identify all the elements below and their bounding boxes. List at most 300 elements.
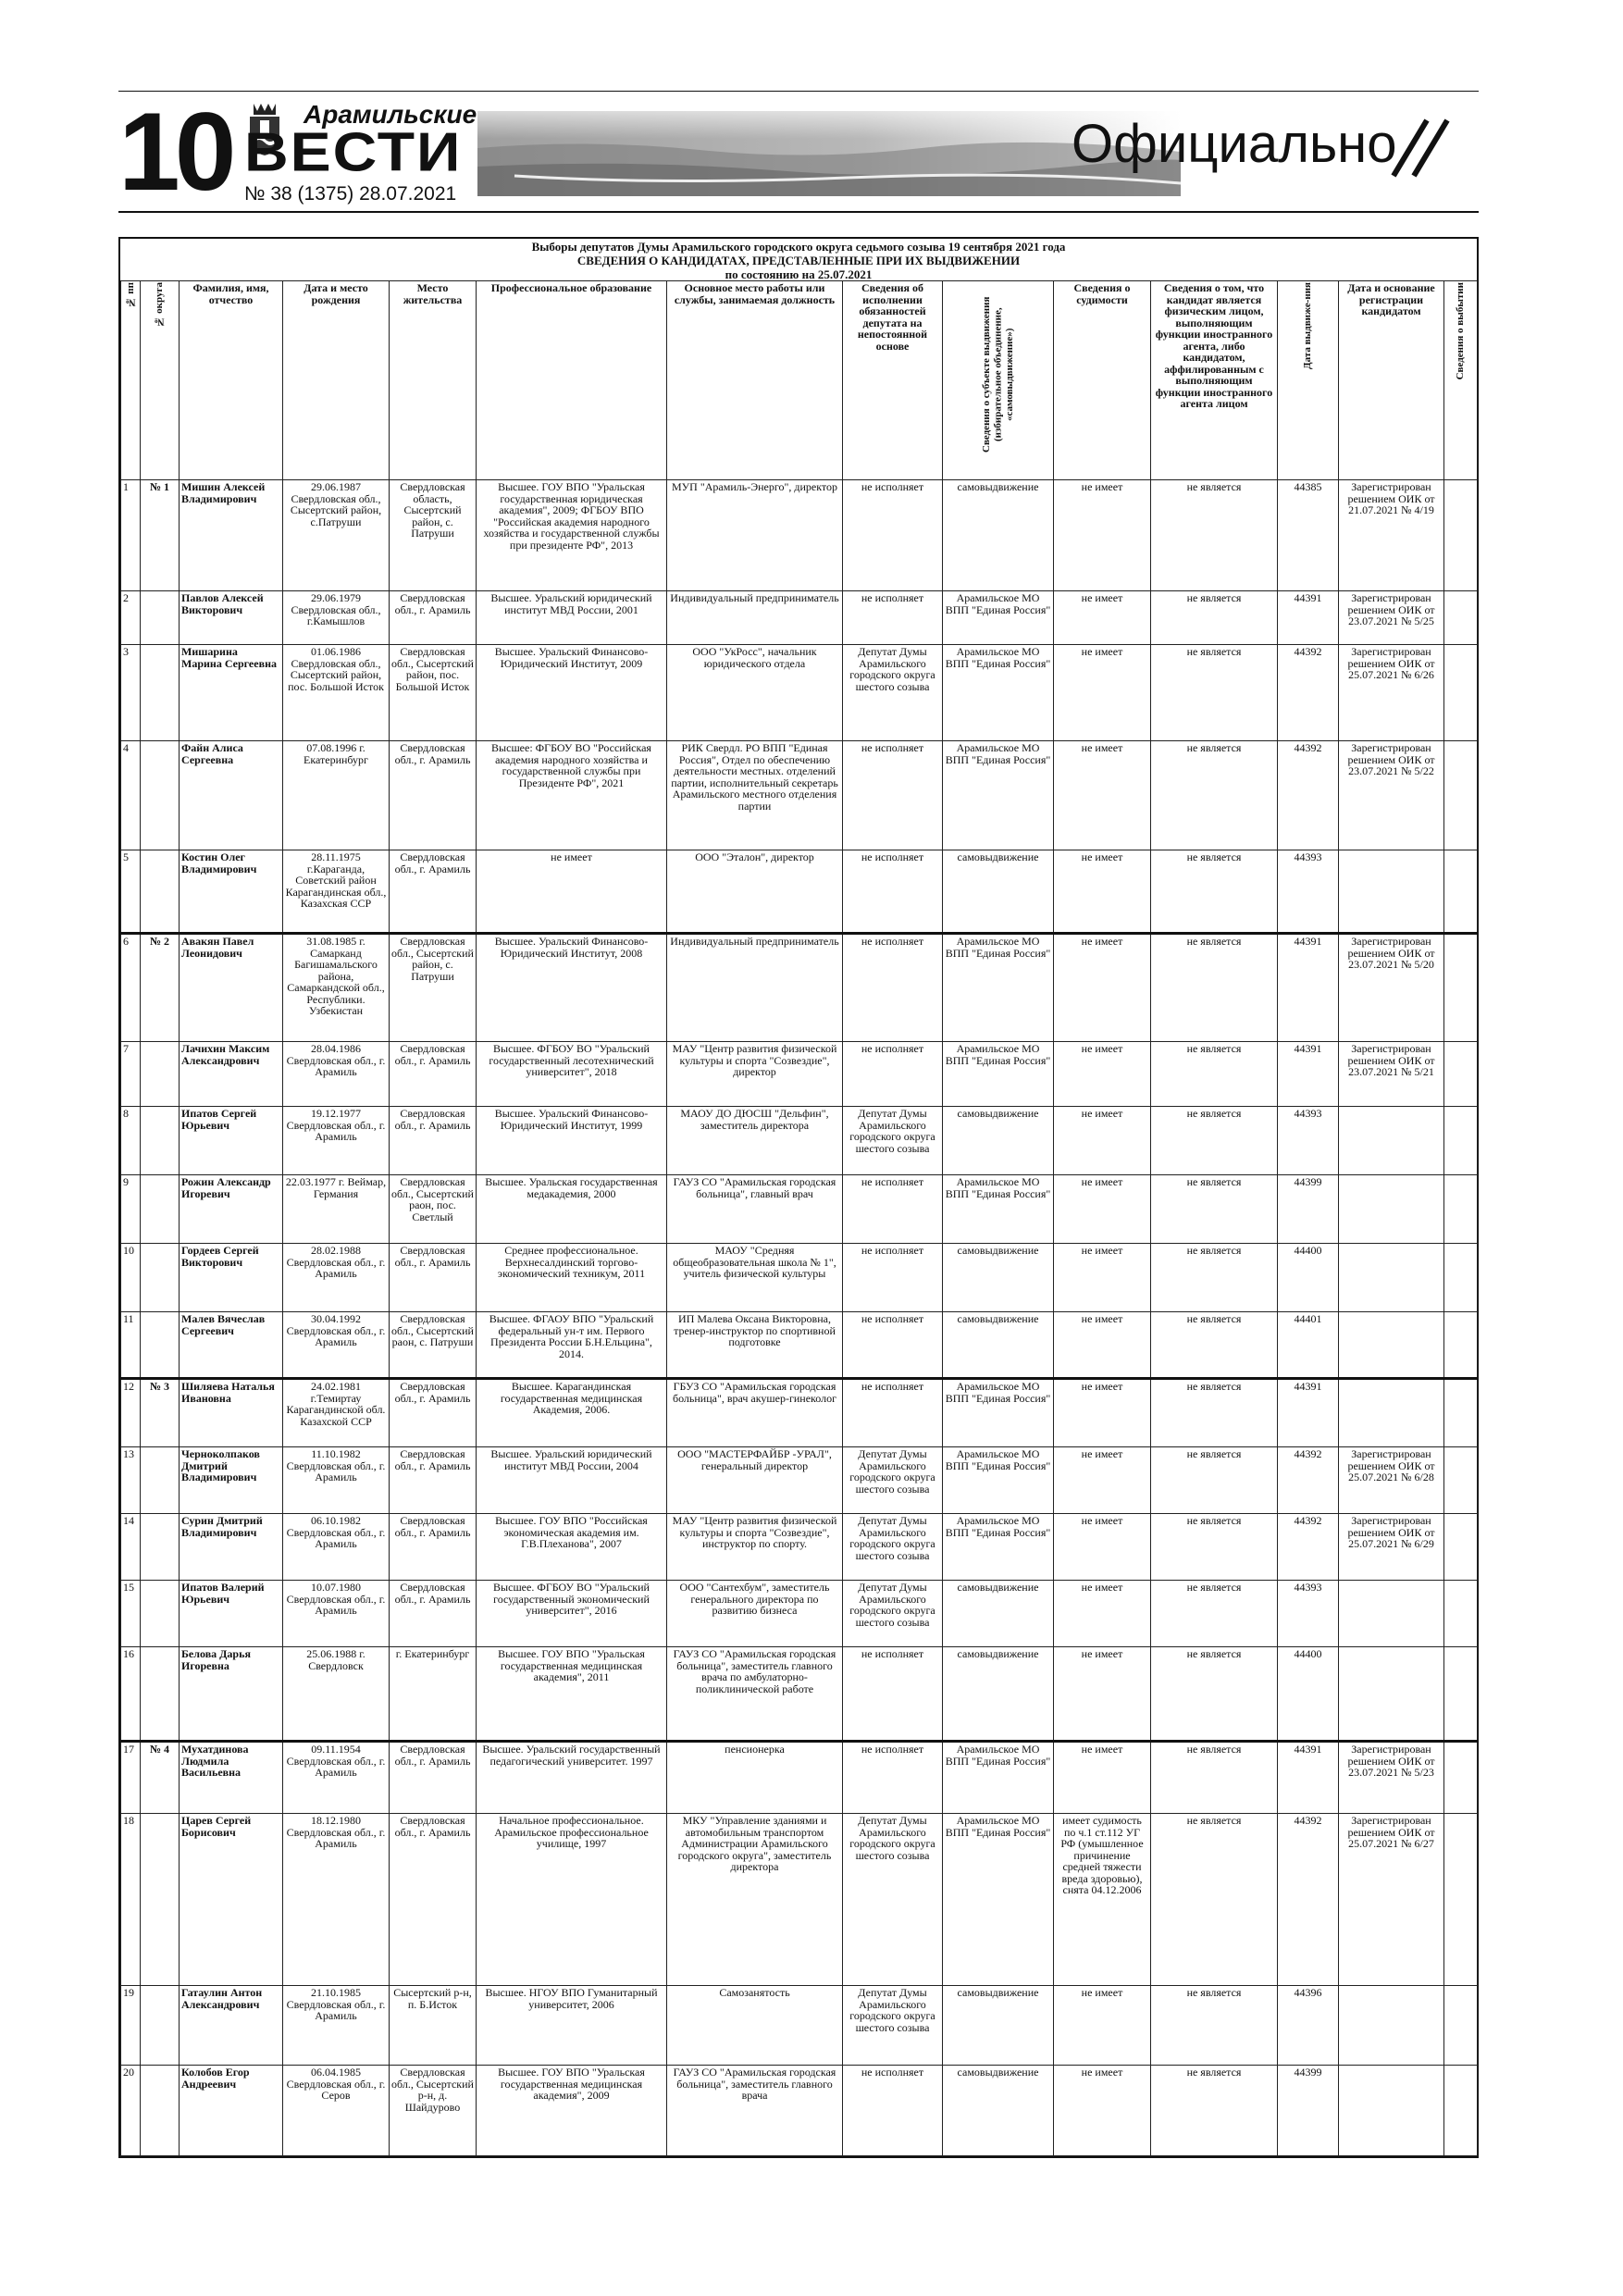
cell-okrug <box>141 1042 180 1107</box>
cell-registration <box>1339 1244 1444 1312</box>
cell-birth: 19.12.1977 Свердловская обл., г. Арамиль <box>283 1107 390 1175</box>
cell-birth: 09.11.1954 Свердловская обл., г. Арамиль <box>283 1742 390 1814</box>
cell-n: 2 <box>121 591 141 645</box>
cell-residence: Свердловская обл., г. Арамиль <box>390 1581 477 1647</box>
section-title: Официально <box>1072 114 1397 174</box>
cell-subject: Арамильское МО ВПП "Единая Россия" <box>943 591 1054 645</box>
cell-birth: 29.06.1987 Свердловская обл., Сысертский район, с.Патруши <box>283 480 390 591</box>
cell-okrug <box>141 2066 180 2156</box>
cell-birth: 25.06.1988 г. Свердловск <box>283 1647 390 1742</box>
cell-agent: не является <box>1151 1447 1278 1514</box>
cell-work: ГАУЗ СО "Арамильская городская больница", заместитель главного врача по амбулаторно-поликлинической работе <box>667 1647 843 1742</box>
cell-deputy: не исполняет <box>843 480 943 591</box>
cell-conviction: не имеет <box>1054 934 1151 1042</box>
cell-registration: Зарегистрирован решением ОИК от 23.07.2021 № 5/20 <box>1339 934 1444 1042</box>
cell-registration <box>1339 1107 1444 1175</box>
cell-deputy: Депутат Думы Арамильского городского округа шестого созыва <box>843 1814 943 1986</box>
table-row <box>121 591 1478 645</box>
table-row <box>121 850 1478 934</box>
table-row <box>121 645 1478 741</box>
table-body <box>121 480 1478 2156</box>
cell-education: Высшее. Уральский юридический институт МВД России, 2004 <box>477 1447 667 1514</box>
cell-work: ГБУЗ СО "Арамильская городская больница", врач акушер-гинеколог <box>667 1379 843 1447</box>
cell-conviction: не имеет <box>1054 850 1151 934</box>
candidates-table-block <box>118 237 1479 2158</box>
cell-date: 44385 <box>1278 480 1339 591</box>
cell-residence: Свердловская обл., г. Арамиль <box>390 1107 477 1175</box>
cell-date: 44393 <box>1278 1581 1339 1647</box>
cell-residence: Свердловская обл., г. Арамиль <box>390 1814 477 1986</box>
table-row <box>121 1312 1478 1379</box>
cell-withdrawal <box>1444 1986 1478 2066</box>
cell-agent: не является <box>1151 591 1278 645</box>
table-row <box>121 1379 1478 1447</box>
cell-n: 15 <box>121 1581 141 1647</box>
col-num-header: № пп <box>121 281 141 480</box>
cell-name: Павлов Алексей Викторович <box>180 591 283 645</box>
cell-work: Индивидуальный предприниматель <box>667 591 843 645</box>
cell-n: 8 <box>121 1107 141 1175</box>
cell-birth: 11.10.1982 Свердловская обл., г. Арамиль <box>283 1447 390 1514</box>
cell-withdrawal <box>1444 741 1478 850</box>
col-name-header: Фамилия, имя, отчество <box>180 281 283 480</box>
cell-okrug <box>141 1447 180 1514</box>
table-row <box>121 934 1478 1042</box>
cell-date: 44392 <box>1278 1814 1339 1986</box>
cell-subject: самовыдвижение <box>943 1107 1054 1175</box>
cell-conviction: не имеет <box>1054 1514 1151 1581</box>
cell-subject: Арамильское МО ВПП "Единая Россия" <box>943 1379 1054 1447</box>
cell-name: Шиляева Наталья Ивановна <box>180 1379 283 1447</box>
page-number: 10 <box>118 90 231 214</box>
cell-deputy: не исполняет <box>843 1244 943 1312</box>
col-work-header: Основное место работы или службы, занимаемая должность <box>667 281 843 480</box>
table-caption-line2: СВЕДЕНИЯ О КАНДИДАТАХ, ПРЕДСТАВЛЕННЫЕ ПРИ ИХ ВЫДВИЖЕНИИ <box>576 254 1021 267</box>
cell-subject: Арамильское МО ВПП "Единая Россия" <box>943 741 1054 850</box>
cell-conviction: не имеет <box>1054 1742 1151 1814</box>
cell-education: Среднее профессиональное. Верхнесалдинский торгово-экономический техникум, 2011 <box>477 1244 667 1312</box>
table-caption-line1: Выборы депутатов Думы Арамильского городского округа седьмого созыва 19 сентября 2021 года <box>531 240 1066 254</box>
cell-birth: 28.02.1988 Свердловская обл., г. Арамиль <box>283 1244 390 1312</box>
cell-deputy: Депутат Думы Арамильского городского округа шестого созыва <box>843 1514 943 1581</box>
cell-agent: не является <box>1151 741 1278 850</box>
cell-work: ООО "Сантехбум", заместитель генерального директора по развитию бизнеса <box>667 1581 843 1647</box>
cell-subject: самовыдвижение <box>943 850 1054 934</box>
cell-subject: Арамильское МО ВПП "Единая Россия" <box>943 1742 1054 1814</box>
cell-residence: Сысертский р-н, п. Б.Исток <box>390 1986 477 2066</box>
cell-date: 44391 <box>1278 1042 1339 1107</box>
cell-registration: Зарегистрирован решением ОИК от 23.07.2021 № 5/22 <box>1339 741 1444 850</box>
table-row <box>121 2066 1478 2156</box>
cell-agent: не является <box>1151 1742 1278 1814</box>
cell-birth: 22.03.1977 г. Веймар, Германия <box>283 1175 390 1244</box>
table-row <box>121 1647 1478 1742</box>
cell-subject: Арамильское МО ВПП "Единая Россия" <box>943 1175 1054 1244</box>
cell-subject: Арамильское МО ВПП "Единая Россия" <box>943 934 1054 1042</box>
cell-registration: Зарегистрирован решением ОИК от 23.07.2021 № 5/23 <box>1339 1742 1444 1814</box>
cell-birth: 18.12.1980 Свердловская обл., г. Арамиль <box>283 1814 390 1986</box>
cell-withdrawal <box>1444 1244 1478 1312</box>
cell-date: 44391 <box>1278 934 1339 1042</box>
table-row <box>121 1514 1478 1581</box>
cell-agent: не является <box>1151 1581 1278 1647</box>
cell-registration: Зарегистрирован решением ОИК от 25.07.2021 № 6/26 <box>1339 645 1444 741</box>
cell-agent: не является <box>1151 1379 1278 1447</box>
cell-okrug <box>141 1986 180 2066</box>
cell-residence: Свердловская обл., г. Арамиль <box>390 1447 477 1514</box>
cell-subject: самовыдвижение <box>943 1986 1054 2066</box>
cell-withdrawal <box>1444 1447 1478 1514</box>
cell-n: 3 <box>121 645 141 741</box>
col-education-header: Профессиональное образование <box>477 281 667 480</box>
cell-name: Гордеев Сергей Викторович <box>180 1244 283 1312</box>
cell-registration <box>1339 1379 1444 1447</box>
cell-birth: 28.04.1986 Свердловская обл., г. Арамиль <box>283 1042 390 1107</box>
cell-okrug: № 3 <box>141 1379 180 1447</box>
cell-agent: не является <box>1151 1986 1278 2066</box>
cell-withdrawal <box>1444 1312 1478 1379</box>
cell-registration: Зарегистрирован решением ОИК от 23.07.2021 № 5/21 <box>1339 1042 1444 1107</box>
cell-okrug <box>141 1581 180 1647</box>
cell-registration <box>1339 1647 1444 1742</box>
cell-name: Сурин Дмитрий Владимирович <box>180 1514 283 1581</box>
cell-subject: Арамильское МО ВПП "Единая Россия" <box>943 1514 1054 1581</box>
cell-birth: 31.08.1985 г. Самарканд Багишамальского района, Самаркандской обл., Республики. Узбекистан <box>283 934 390 1042</box>
cell-date: 44393 <box>1278 850 1339 934</box>
cell-okrug <box>141 1175 180 1244</box>
cell-agent: не является <box>1151 850 1278 934</box>
cell-education: Высшее. ГОУ ВПО "Российская экономическая академия им. Г.В.Плеханова", 2007 <box>477 1514 667 1581</box>
col-subject-header: Сведения о субъекте выдвижения (избирательное объединение, «самовыдвижение») <box>943 281 1054 480</box>
cell-date: 44391 <box>1278 1742 1339 1814</box>
cell-name: Малев Вячеслав Сергеевич <box>180 1312 283 1379</box>
cell-conviction: не имеет <box>1054 1244 1151 1312</box>
cell-conviction: не имеет <box>1054 1647 1151 1742</box>
col-registration-header: Дата и основание регистрации кандидатом <box>1339 281 1444 480</box>
cell-registration <box>1339 1175 1444 1244</box>
cell-date: 44391 <box>1278 1379 1339 1447</box>
cell-conviction: имеет судимость по ч.1 ст.112 УГ РФ (умышленное причинение средней тяжести вреда здоровью), снята 04.12.2006 <box>1054 1814 1151 1986</box>
cell-agent: не является <box>1151 480 1278 591</box>
cell-deputy: Депутат Думы Арамильского городского округа шестого созыва <box>843 1581 943 1647</box>
cell-n: 11 <box>121 1312 141 1379</box>
cell-residence: Свердловская обл., г. Арамиль <box>390 1514 477 1581</box>
cell-birth: 06.10.1982 Свердловская обл., г. Арамиль <box>283 1514 390 1581</box>
cell-n: 19 <box>121 1986 141 2066</box>
cell-education: Высшее. ФГАОУ ВПО "Уральский федеральный ун-т им. Первого Президента России Б.Н.Ельцина", 2014. <box>477 1312 667 1379</box>
cell-okrug: № 4 <box>141 1742 180 1814</box>
cell-deputy: Депутат Думы Арамильского городского округа шестого созыва <box>843 645 943 741</box>
cell-n: 14 <box>121 1514 141 1581</box>
cell-work: Индивидуальный предприниматель <box>667 934 843 1042</box>
cell-birth: 21.10.1985 Свердловская обл., г. Арамиль <box>283 1986 390 2066</box>
cell-subject: Арамильское МО ВПП "Единая Россия" <box>943 1447 1054 1514</box>
cell-agent: не является <box>1151 645 1278 741</box>
cell-work: пенсионерка <box>667 1742 843 1814</box>
cell-withdrawal <box>1444 1514 1478 1581</box>
cell-conviction: не имеет <box>1054 645 1151 741</box>
cell-date: 44392 <box>1278 741 1339 850</box>
cell-n: 10 <box>121 1244 141 1312</box>
cell-conviction: не имеет <box>1054 591 1151 645</box>
cell-conviction: не имеет <box>1054 2066 1151 2156</box>
cell-n: 7 <box>121 1042 141 1107</box>
cell-okrug <box>141 591 180 645</box>
cell-okrug: № 1 <box>141 480 180 591</box>
cell-agent: не является <box>1151 1175 1278 1244</box>
cell-okrug <box>141 1514 180 1581</box>
candidates-table <box>120 280 1478 2156</box>
cell-registration: Зарегистрирован решением ОИК от 21.07.2021 № 4/19 <box>1339 480 1444 591</box>
cell-education: Высшее: ФГБОУ ВО "Российская академия народного хозяйства и государственной службы при Президенте РФ", 2021 <box>477 741 667 850</box>
cell-withdrawal <box>1444 1175 1478 1244</box>
cell-work: Самозанятость <box>667 1986 843 2066</box>
cell-registration: Зарегистрирован решением ОИК от 25.07.2021 № 6/28 <box>1339 1447 1444 1514</box>
cell-n: 16 <box>121 1647 141 1742</box>
cell-withdrawal <box>1444 934 1478 1042</box>
cell-residence: Свердловская обл., г. Арамиль <box>390 850 477 934</box>
cell-registration: Зарегистрирован решением ОИК от 25.07.2021 № 6/27 <box>1339 1814 1444 1986</box>
cell-withdrawal <box>1444 2066 1478 2156</box>
cell-education: Высшее. Уральская государственная медакадемия, 2000 <box>477 1175 667 1244</box>
cell-n: 17 <box>121 1742 141 1814</box>
cell-residence: Свердловская обл., Сысертский район, с. Патруши <box>390 934 477 1042</box>
cell-name: Лачихин Максим Александрович <box>180 1042 283 1107</box>
cell-name: Мишарина Марина Сергеевна <box>180 645 283 741</box>
cell-subject: Арамильское МО ВПП "Единая Россия" <box>943 1814 1054 1986</box>
cell-work: МАОУ "Средняя общеобразовательная школа № 1", учитель физической культуры <box>667 1244 843 1312</box>
table-row <box>121 480 1478 591</box>
col-agent-header: Сведения о том, что кандидат является физическим лицом, выполняющим функции иностранного агента, либо кандидатом, аффилированным с выполняющим функции иностранного агента лицом <box>1151 281 1278 480</box>
table-row <box>121 1107 1478 1175</box>
cell-education: Высшее. Уральский Финансово-Юридический Институт, 2009 <box>477 645 667 741</box>
cell-work: ООО "Эталон", директор <box>667 850 843 934</box>
cell-withdrawal <box>1444 1379 1478 1447</box>
cell-education: Высшее. Уральский Финансово-Юридический Институт, 2008 <box>477 934 667 1042</box>
cell-okrug <box>141 850 180 934</box>
table-row <box>121 1175 1478 1244</box>
cell-date: 44392 <box>1278 1514 1339 1581</box>
cell-residence: Свердловская обл., Сысертский р-н, д. Шайдурово <box>390 2066 477 2156</box>
cell-name: Рожин Александр Игоревич <box>180 1175 283 1244</box>
cell-date: 44396 <box>1278 1986 1339 2066</box>
cell-birth: 24.02.1981 г.Темиртау Карагандинской обл. Казахской ССР <box>283 1379 390 1447</box>
cell-subject: самовыдвижение <box>943 1312 1054 1379</box>
cell-deputy: не исполняет <box>843 1042 943 1107</box>
cell-date: 44400 <box>1278 1647 1339 1742</box>
cell-birth: 30.04.1992 Свердловская обл., г. Арамиль <box>283 1312 390 1379</box>
col-conviction-header: Сведения о судимости <box>1054 281 1151 480</box>
cell-name: Ипатов Сергей Юрьевич <box>180 1107 283 1175</box>
cell-conviction: не имеет <box>1054 1107 1151 1175</box>
cell-okrug <box>141 1107 180 1175</box>
cell-subject: самовыдвижение <box>943 1647 1054 1742</box>
publication-name: ВЕСТИ <box>244 120 463 182</box>
cell-name: Колобов Егор Андреевич <box>180 2066 283 2156</box>
cell-withdrawal <box>1444 480 1478 591</box>
cell-residence: Свердловская область, Сысертский район, с. Патруши <box>390 480 477 591</box>
cell-education: Высшее. НГОУ ВПО Гуманитарный университет, 2006 <box>477 1986 667 2066</box>
cell-deputy: Депутат Думы Арамильского городского округа шестого созыва <box>843 1107 943 1175</box>
cell-n: 6 <box>121 934 141 1042</box>
table-row <box>121 1447 1478 1514</box>
cell-work: ООО "УкРосс", начальник юридического отдела <box>667 645 843 741</box>
cell-n: 4 <box>121 741 141 850</box>
cell-birth: 01.06.1986 Свердловская обл., Сысертский район, пос. Большой Исток <box>283 645 390 741</box>
cell-work: ГАУЗ СО "Арамильская городская больница", заместитель главного врача <box>667 2066 843 2156</box>
cell-work: ГАУЗ СО "Арамильская городская больница", главный врач <box>667 1175 843 1244</box>
cell-name: Белова Дарья Игоревна <box>180 1647 283 1742</box>
cell-date: 44399 <box>1278 1175 1339 1244</box>
cell-date: 44391 <box>1278 591 1339 645</box>
cell-residence: Свердловская обл., г. Арамиль <box>390 1379 477 1447</box>
cell-n: 5 <box>121 850 141 934</box>
cell-subject: Арамильское МО ВПП "Единая Россия" <box>943 645 1054 741</box>
cell-registration <box>1339 2066 1444 2156</box>
cell-subject: самовыдвижение <box>943 2066 1054 2156</box>
cell-work: ИП Малева Оксана Викторовна, тренер-инструктор по спортивной подготовке <box>667 1312 843 1379</box>
col-birth-header: Дата и место рождения <box>283 281 390 480</box>
cell-deputy: не исполняет <box>843 1379 943 1447</box>
cell-work: МКУ "Управление зданиями и автомобильным транспортом Администрации Арамильского городского округа", заместитель директора <box>667 1814 843 1986</box>
cell-registration: Зарегистрирован решением ОИК от 25.07.2021 № 6/29 <box>1339 1514 1444 1581</box>
cell-date: 44392 <box>1278 1447 1339 1514</box>
cell-residence: Свердловская обл., г. Арамиль <box>390 1042 477 1107</box>
cell-residence: Свердловская обл., г. Арамиль <box>390 741 477 850</box>
cell-work: МАУ "Центр развития физической культуры и спорта "Созвездие", инструктор по спорту. <box>667 1514 843 1581</box>
cell-education: Высшее. Уральский государственный педагогический университет. 1997 <box>477 1742 667 1814</box>
cell-education: Высшее. Уральский юридический институт МВД России, 2001 <box>477 591 667 645</box>
cell-okrug <box>141 1312 180 1379</box>
cell-okrug <box>141 1814 180 1986</box>
col-date-header: Дата выдвиже-ния <box>1278 281 1339 480</box>
cell-deputy: не исполняет <box>843 1175 943 1244</box>
cell-subject: самовыдвижение <box>943 480 1054 591</box>
cell-agent: не является <box>1151 934 1278 1042</box>
cell-name: Мухатдинова Людмила Васильевна <box>180 1742 283 1814</box>
cell-date: 44393 <box>1278 1107 1339 1175</box>
cell-withdrawal <box>1444 645 1478 741</box>
cell-withdrawal <box>1444 1647 1478 1742</box>
cell-education: Высшее. Уральский Финансово-Юридический Институт, 1999 <box>477 1107 667 1175</box>
cell-deputy: Депутат Думы Арамильского городского округа шестого созыва <box>843 1986 943 2066</box>
cell-conviction: не имеет <box>1054 741 1151 850</box>
table-row <box>121 1244 1478 1312</box>
cell-deputy: не исполняет <box>843 934 943 1042</box>
cell-registration <box>1339 1312 1444 1379</box>
cell-withdrawal <box>1444 591 1478 645</box>
col-withdrawal-header: Сведения о выбытии <box>1444 281 1478 480</box>
cell-n: 1 <box>121 480 141 591</box>
cell-conviction: не имеет <box>1054 1042 1151 1107</box>
cell-withdrawal <box>1444 850 1478 934</box>
cell-agent: не является <box>1151 1647 1278 1742</box>
cell-education: Высшее. ГОУ ВПО "Уральская государственная медицинская академия", 2009 <box>477 2066 667 2156</box>
cell-name: Файн Алиса Сергеевна <box>180 741 283 850</box>
cell-n: 12 <box>121 1379 141 1447</box>
cell-education: Высшее. ГОУ ВПО "Уральская государственная медицинская академия", 2011 <box>477 1647 667 1742</box>
cell-conviction: не имеет <box>1054 1379 1151 1447</box>
cell-conviction: не имеет <box>1054 1581 1151 1647</box>
cell-date: 44400 <box>1278 1244 1339 1312</box>
table-row <box>121 1042 1478 1107</box>
masthead <box>118 90 1479 214</box>
cell-birth: 10.07.1980 Свердловская обл., г. Арамиль <box>283 1581 390 1647</box>
cell-deputy: не исполняет <box>843 1312 943 1379</box>
cell-subject: самовыдвижение <box>943 1581 1054 1647</box>
cell-birth: 28.11.1975 г.Караганда, Советский район Карагандинская обл., Казахская ССР <box>283 850 390 934</box>
cell-conviction: не имеет <box>1054 1312 1151 1379</box>
cell-conviction: не имеет <box>1054 1175 1151 1244</box>
cell-agent: не является <box>1151 1107 1278 1175</box>
cell-registration: Зарегистрирован решением ОИК от 23.07.2021 № 5/25 <box>1339 591 1444 645</box>
cell-residence: Свердловская обл., г. Арамиль <box>390 591 477 645</box>
cell-agent: не является <box>1151 1514 1278 1581</box>
issue-info: № 38 (1375) 28.07.2021 <box>244 183 457 205</box>
table-row <box>121 1814 1478 1986</box>
cell-registration <box>1339 1986 1444 2066</box>
cell-n: 18 <box>121 1814 141 1986</box>
cell-work: ООО "МАСТЕРФАЙБР -УРАЛ", генеральный директор <box>667 1447 843 1514</box>
cell-date: 44392 <box>1278 645 1339 741</box>
cell-agent: не является <box>1151 1042 1278 1107</box>
cell-agent: не является <box>1151 1244 1278 1312</box>
col-residence-header: Место жительства <box>390 281 477 480</box>
table-header-row <box>121 281 1478 480</box>
cell-birth: 06.04.1985 Свердловская обл., г. Серов <box>283 2066 390 2156</box>
cell-subject: самовыдвижение <box>943 1244 1054 1312</box>
cell-okrug <box>141 1244 180 1312</box>
cell-deputy: не исполняет <box>843 741 943 850</box>
table-row <box>121 741 1478 850</box>
cell-education: Высшее. ГОУ ВПО "Уральская государственная юридическая академия", 2009; ФГБОУ ВПО "Российская академия народного хозяйства и государственной службы при президенте РФ", 2013 <box>477 480 667 591</box>
cell-deputy: не исполняет <box>843 1742 943 1814</box>
cell-n: 20 <box>121 2066 141 2156</box>
cell-withdrawal <box>1444 1042 1478 1107</box>
cell-agent: не является <box>1151 2066 1278 2156</box>
cell-okrug <box>141 645 180 741</box>
table-caption-line3: по состоянию на 25.07.2021 <box>725 267 873 281</box>
cell-education: не имеет <box>477 850 667 934</box>
cell-agent: не является <box>1151 1814 1278 1986</box>
cell-deputy: не исполняет <box>843 2066 943 2156</box>
publication-name-small: Арамильские <box>304 100 477 129</box>
table-row <box>121 1742 1478 1814</box>
cell-birth: 29.06.1979 Свердловская обл., г.Камышлов <box>283 591 390 645</box>
cell-education: Высшее. ФГБОУ ВО "Уральский государственный экономический университет", 2016 <box>477 1581 667 1647</box>
cell-n: 9 <box>121 1175 141 1244</box>
cell-deputy: не исполняет <box>843 850 943 934</box>
cell-withdrawal <box>1444 1581 1478 1647</box>
cell-name: Гатаулин Антон Александрович <box>180 1986 283 2066</box>
cell-deputy: не исполняет <box>843 1647 943 1742</box>
cell-n: 13 <box>121 1447 141 1514</box>
cell-withdrawal <box>1444 1742 1478 1814</box>
cell-residence: Свердловская обл., г. Арамиль <box>390 1742 477 1814</box>
cell-name: Авакян Павел Леонидович <box>180 934 283 1042</box>
cell-residence: г. Екатеринбург <box>390 1647 477 1742</box>
cell-okrug <box>141 741 180 850</box>
table-row <box>121 1986 1478 2066</box>
cell-education: Высшее. ФГБОУ ВО "Уральский государственный лесотехнический университет", 2018 <box>477 1042 667 1107</box>
cell-work: МАУ "Центр развития физической культуры и спорта "Созвездие", директор <box>667 1042 843 1107</box>
cell-deputy: Депутат Думы Арамильского городского округа шестого созыва <box>843 1447 943 1514</box>
cell-subject: Арамильское МО ВПП "Единая Россия" <box>943 1042 1054 1107</box>
cell-withdrawal <box>1444 1107 1478 1175</box>
table-row <box>121 1581 1478 1647</box>
cell-conviction: не имеет <box>1054 1986 1151 2066</box>
cell-registration <box>1339 850 1444 934</box>
